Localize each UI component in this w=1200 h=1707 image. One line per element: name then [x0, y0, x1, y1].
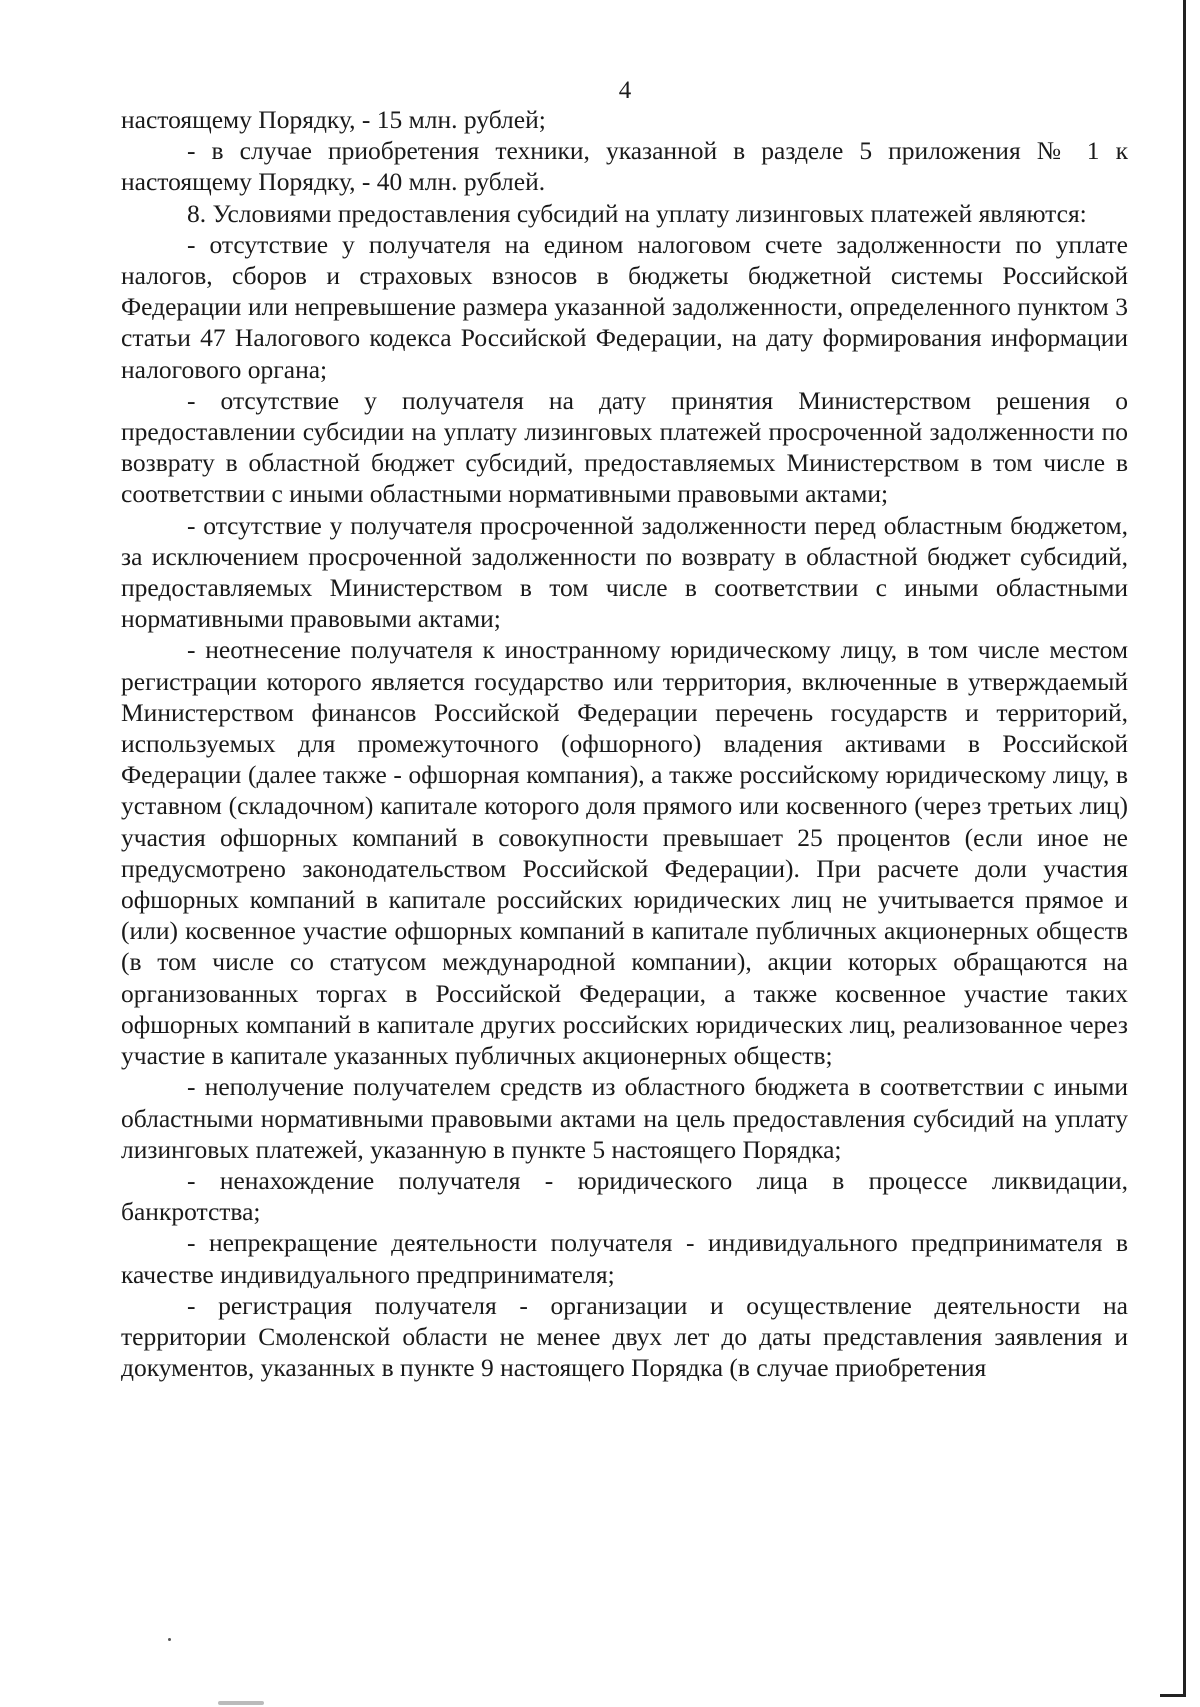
- paragraph-not-in-liquidation: - ненахождение получателя - юридического лица в процессе ликвидации, банкротства;: [121, 1165, 1128, 1227]
- paragraph-clause-8-heading: 8. Условиями предоставления субсидий на уплату лизинговых платежей являются:: [187, 198, 1087, 228]
- paragraph-entrepreneur-active: - непрекращение деятельности получателя - индивидуального предпринимателя в качестве индивидуального предпринимателя;: [121, 1228, 1128, 1289]
- paragraph-no-other-funds: - неполучение получателем средств из областного бюджета в соответствии с иными областными нормативными правовыми актами на цель предоставления субсидий на уплату лизинговых платежей, указанную в пункте 5 настоящего Порядка;: [121, 1072, 1128, 1164]
- scan-speck: [168, 1638, 171, 1641]
- paragraph-no-overdue-budget-debt: - отсутствие у получателя просроченной задолженности перед областным бюджетом, за исключением просроченной задолженности по возврату в областной бюджет субсидий, предоставляемых Министерством в том числе в соответствии с иными областными нормативными правовыми актами;: [121, 510, 1128, 634]
- scan-right-border-line: [1183, 0, 1186, 1697]
- paragraph-no-overdue-subsidy-debt: - отсутствие у получателя на дату принятия Министерством решения о предоставлении субсидии на уплату лизинговых платежей просроченной задолженности по возврату в областной бюджет субсидий, предоставляемых Министерством в том числе в соответствии с иными областными нормативными правовыми актами;: [121, 385, 1128, 509]
- paragraph-not-offshore-company: - неотнесение получателя к иностранному юридическому лицу, в том числе местом регистрации которого является государство или территория, включенные в утверждаемый Министерством финансов Российской Федерации перечень государств и территорий, используемых для промежуточного (офшорного) владения активами в Российской Федерации (далее также - офшорная компания), а также российскому юридическому лицу, в уставном (складочном) капитале которого доля прямого или косвенного (через третьих лиц) участия офшорных компаний в совокупности превышает 25 процентов (если иное не предусмотрено законодательством Российской Федерации). При расчете доли участия офшорных компаний в капитале российских юридических лиц не учитывается прямое и (или) косвенное участие офшорных компаний в капитале публичных акционерных обществ (в том числе со статусом международной компании), акции которых обращаются на организованных торгах в Российской Федерации, а также косвенное участие таких офшорных компаний в капитале других российских юридических лиц, реализованное через участие в капитале указанных публичных акционерных обществ;: [121, 635, 1128, 1071]
- paragraph-registration-smolensk: - регистрация получателя - организации и осуществление деятельности на территории Смоленской области не менее двух лет до даты представления заявления и документов, указанных в пункте 9 настоящего Порядка (в случае приобретения: [121, 1290, 1128, 1383]
- document-body: [121, 104, 1128, 1383]
- paragraph-equipment-section-5: - в случае приобретения техники, указанной в разделе 5 приложения № 1 к настоящему Порядку, - 40 млн. рублей.: [121, 136, 1128, 197]
- scan-bottom-corner-line: [1160, 1694, 1186, 1697]
- scan-bottom-smudge: [218, 1701, 264, 1705]
- paragraph-continuation: настоящему Порядку, - 15 млн. рублей;: [121, 105, 546, 134]
- page-number: 4: [618, 77, 632, 104]
- paragraph-no-tax-debt: - отсутствие у получателя на едином налоговом счете задолженности по уплате налогов, сборов и страховых взносов в бюджеты бюджетной системы Российской Федерации или непревышение размера указанной задолженности, определенного пунктом 3 статьи 47 Налогового кодекса Российской Федерации, на дату формирования информации налогового органа;: [121, 229, 1128, 384]
